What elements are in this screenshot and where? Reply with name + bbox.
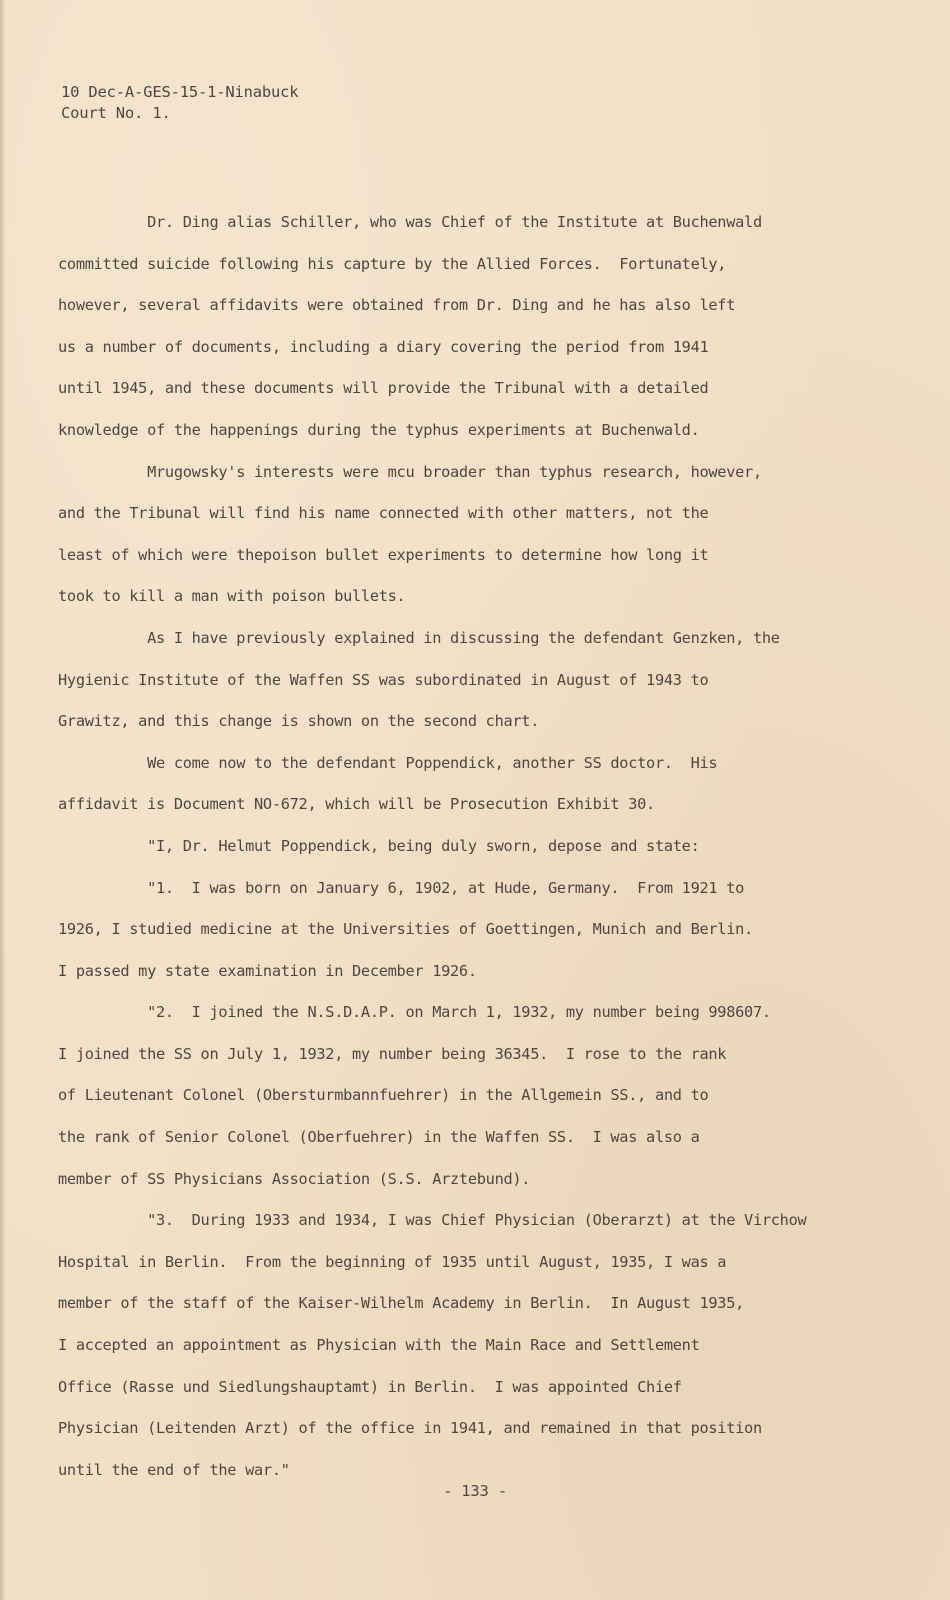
document-body [58, 202, 870, 1491]
text-line: committed suicide following his capture by the Allied Forces. Fortunately, [58, 254, 727, 273]
text-line: affidavit is Document NO-672, which will be Prosecution Exhibit 30. [58, 795, 655, 814]
text-line: "1. I was born on January 6, 1902, at Hude, Germany. From 1921 to [58, 878, 745, 897]
text-line: Dr. Ding alias Schiller, who was Chief of the Institute at Buchenwald [58, 213, 762, 231]
text-line: Office (Rasse und Siedlungshauptamt) in Berlin. I was appointed Chief [58, 1377, 682, 1396]
text-line: "2. I joined the N.S.D.A.P. on March 1, 1932, my number being 998607. [58, 1003, 771, 1022]
text-line: Mrugowsky's interests were mcu broader than typhus research, however, [58, 462, 762, 481]
text-line: member of the staff of the Kaiser-Wilhelm Academy in Berlin. In August 1935, [58, 1294, 745, 1313]
text-line: Hygienic Institute of the Waffen SS was subordinated in August of 1943 to [58, 670, 709, 689]
text-line: As I have previously explained in discussing the defendant Genzken, the [58, 628, 780, 647]
text-line: until 1945, and these documents will provide the Tribunal with a detailed [58, 379, 709, 398]
text-line: us a number of documents, including a diary covering the period from 1941 [58, 337, 709, 356]
text-line: Hospital in Berlin. From the beginning of 1935 until August, 1935, I was a [58, 1252, 727, 1271]
text-line: and the Tribunal will find his name connected with other matters, not the [58, 504, 709, 523]
text-line: I accepted an appointment as Physician with the Main Race and Settlement [58, 1336, 700, 1355]
text-line: member of SS Physicians Association (S.S. Arztebund). [58, 1169, 531, 1188]
text-line: took to kill a man with poison bullets. [58, 587, 406, 606]
court-number: Court No. 1. [61, 104, 171, 122]
text-line: knowledge of the happenings during the typhus experiments at Buchenwald. [58, 420, 700, 439]
document-reference: 10 Dec-A-GES-15-1-Ninabuck [61, 83, 299, 101]
text-line: I passed my state examination in December 1926. [58, 961, 477, 980]
document-header [61, 82, 298, 124]
text-line: We come now to the defendant Poppendick, another SS doctor. His [58, 753, 718, 772]
page-number: - 133 - [443, 1482, 507, 1500]
text-line: I joined the SS on July 1, 1932, my number being 36345. I rose to the rank [58, 1044, 727, 1063]
text-line: of Lieutenant Colonel (Obersturmbannfuehrer) in the Allgemein SS., and to [58, 1086, 709, 1105]
text-line: "I, Dr. Helmut Poppendick, being duly sworn, depose and state: [58, 836, 700, 855]
text-line: the rank of Senior Colonel (Oberfuehrer) in the Waffen SS. I was also a [58, 1128, 700, 1147]
text-line: least of which were thepoison bullet experiments to determine how long it [58, 545, 709, 564]
text-line: Grawitz, and this change is shown on the second chart. [58, 712, 540, 731]
text-line: Physician (Leitenden Arzt) of the office in 1941, and remained in that position [58, 1419, 762, 1438]
text-line: "3. During 1933 and 1934, I was Chief Physician (Oberarzt) at the Virchow [58, 1211, 807, 1230]
text-line: however, several affidavits were obtained from Dr. Ding and he has also left [58, 296, 736, 315]
text-line: until the end of the war." [58, 1460, 290, 1479]
text-line: 1926, I studied medicine at the Universities of Goettingen, Munich and Berlin. [58, 920, 753, 939]
